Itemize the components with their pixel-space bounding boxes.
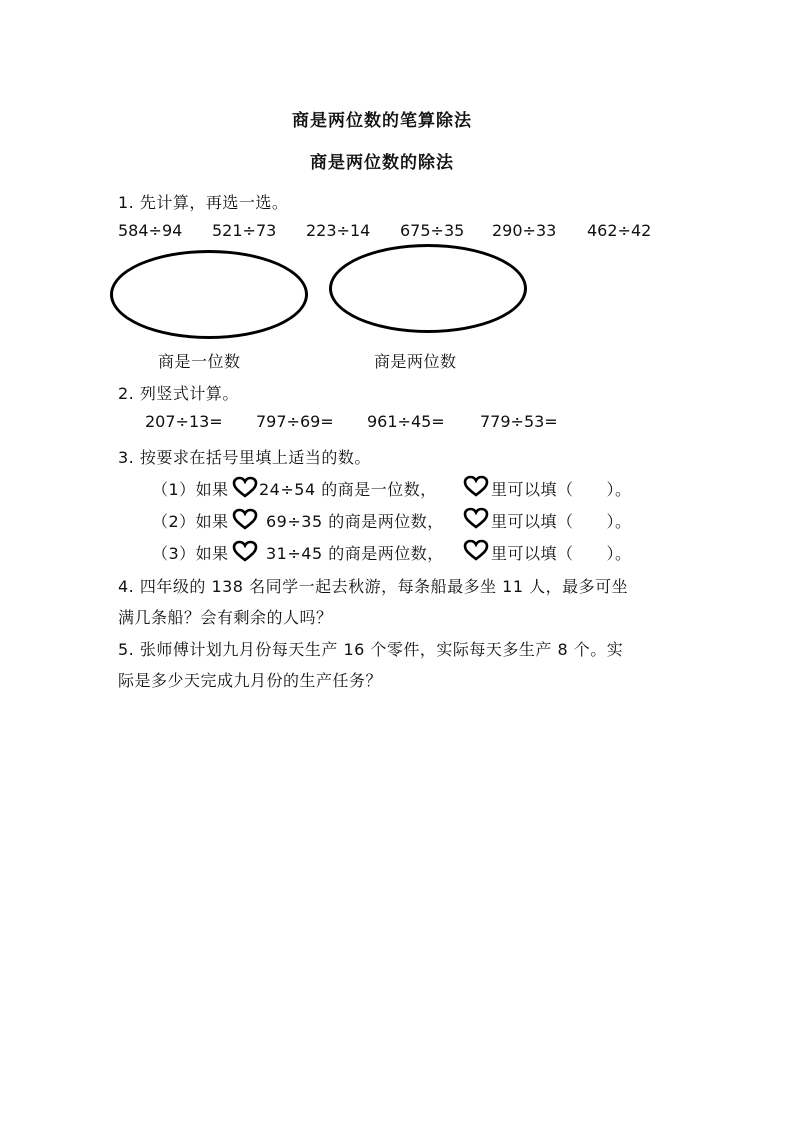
page-title: 商是两位数的笔算除法: [292, 111, 472, 131]
q3-item-number: （3）如果: [152, 544, 229, 563]
oval-label-single-digit: 商是一位数: [158, 352, 241, 371]
q4-line: 4. 四年级的 138 名同学一起去秋游，每条船最多坐 11 人，最多可坐: [118, 577, 629, 596]
q4-line: 满几条船？会有剩余的人吗？: [118, 608, 333, 627]
heart-icon: [463, 475, 489, 497]
q3-item-answer: 里可以填（ ）。: [491, 512, 632, 531]
q2-expression: 961÷45=: [367, 412, 445, 431]
q2-expression: 779÷53=: [480, 412, 558, 431]
page-subtitle: 商是两位数的除法: [310, 153, 454, 173]
heart-icon: [463, 539, 489, 561]
heart-icon: [232, 508, 258, 530]
q2-expression: 797÷69=: [256, 412, 334, 431]
q1-expression: 462÷42: [587, 221, 652, 240]
oval-single-digit: [110, 250, 308, 339]
heart-icon: [232, 476, 258, 498]
q3-item-answer: 里可以填（ ）。: [491, 480, 632, 499]
q3-item-expression: 24÷54 的商是一位数，: [259, 480, 437, 499]
q5-line: 5. 张师傅计划九月份每天生产 16 个零件，实际每天多生产 8 个。实: [118, 640, 624, 659]
oval-label-two-digit: 商是两位数: [374, 352, 457, 371]
q3-prompt: 3. 按要求在括号里填上适当的数。: [118, 448, 371, 467]
q1-expression: 521÷73: [212, 221, 277, 240]
q2-expression: 207÷13=: [145, 412, 223, 431]
q1-expression: 290÷33: [492, 221, 557, 240]
q3-item-number: （1）如果: [152, 480, 229, 499]
q1-prompt: 1. 先计算，再选一选。: [118, 193, 289, 212]
q1-expression: 675÷35: [400, 221, 465, 240]
q1-expression: 223÷14: [306, 221, 371, 240]
oval-two-digit: [329, 244, 527, 333]
q2-prompt: 2. 列竖式计算。: [118, 384, 239, 403]
q3-item-number: （2）如果: [152, 512, 229, 531]
q1-expression: 584÷94: [118, 221, 183, 240]
q3-item-answer: 里可以填（ ）。: [491, 544, 632, 563]
q3-item-expression: 31÷45 的商是两位数，: [266, 544, 444, 563]
heart-icon: [232, 540, 258, 562]
q5-line: 际是多少天完成九月份的生产任务？: [118, 671, 383, 690]
heart-icon: [463, 507, 489, 529]
q3-item-expression: 69÷35 的商是两位数，: [266, 512, 444, 531]
